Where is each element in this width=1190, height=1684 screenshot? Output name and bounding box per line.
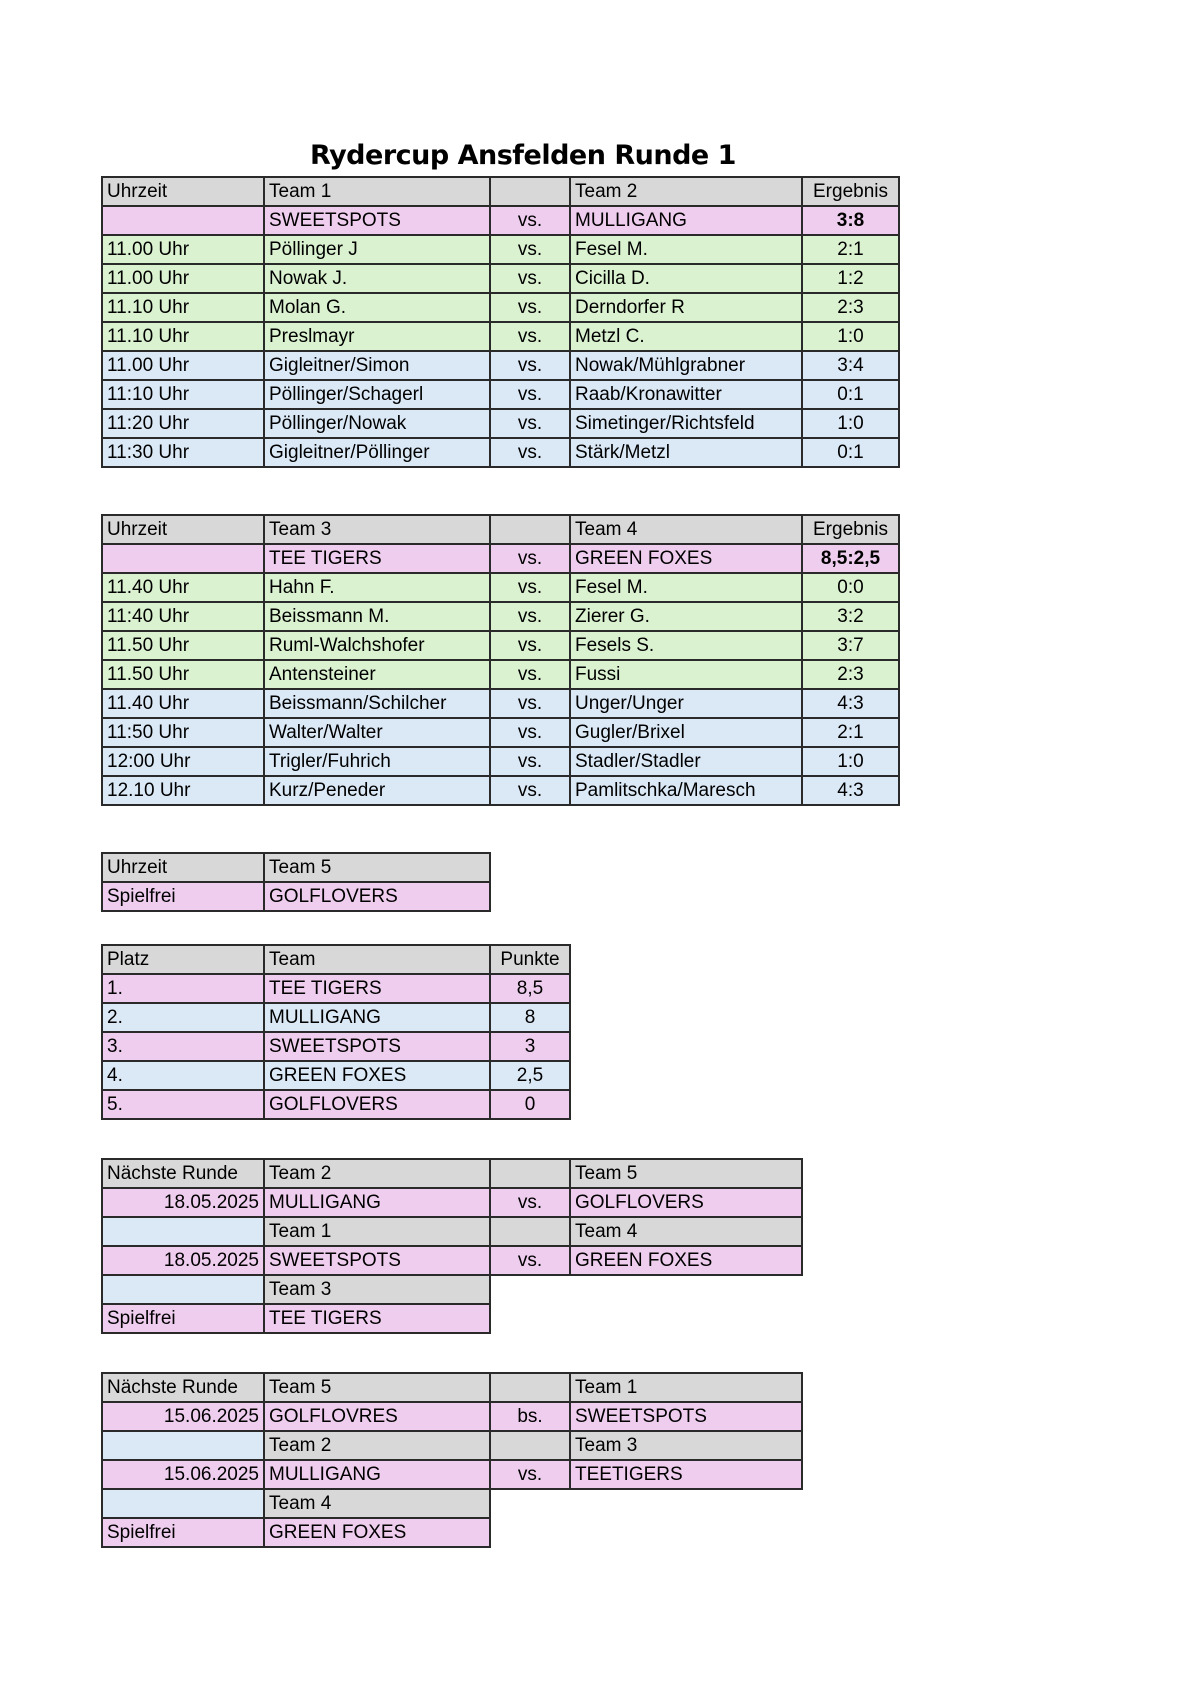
cell-vs: vs. bbox=[490, 689, 570, 718]
table-row bbox=[102, 1090, 570, 1119]
next-round-subheader bbox=[102, 1217, 802, 1246]
cell-team-a: SWEETSPOTS bbox=[264, 1246, 490, 1275]
match-table-1 bbox=[101, 176, 900, 468]
cell-uhrzeit: 11:30 Uhr bbox=[102, 438, 264, 467]
cell-vs: vs. bbox=[490, 351, 570, 380]
next-round-subheader bbox=[102, 1275, 802, 1304]
header-team-a: Team 2 bbox=[264, 1159, 490, 1188]
table-row bbox=[102, 1518, 802, 1547]
table-row bbox=[102, 1402, 802, 1431]
cell-team: SWEETSPOTS bbox=[264, 1032, 490, 1061]
cell-vs: vs. bbox=[490, 602, 570, 631]
cell-uhrzeit: 11.40 Uhr bbox=[102, 689, 264, 718]
cell-uhrzeit: 12:00 Uhr bbox=[102, 747, 264, 776]
cell-ergebnis: 3:7 bbox=[802, 631, 899, 660]
cell-team-b: Cicilla D. bbox=[570, 264, 802, 293]
table-row bbox=[102, 322, 899, 351]
cell-ergebnis: 0:1 bbox=[802, 380, 899, 409]
match-summary-row bbox=[102, 206, 899, 235]
table-row bbox=[102, 351, 899, 380]
cell-vs: vs. bbox=[490, 235, 570, 264]
table-row bbox=[102, 660, 899, 689]
cell-team-b: SWEETSPOTS bbox=[570, 1402, 802, 1431]
cell-team-a: Beissmann M. bbox=[264, 602, 490, 631]
match-table-header bbox=[102, 515, 899, 544]
header-ergebnis: Ergebnis bbox=[802, 177, 899, 206]
cell-vs: vs. bbox=[490, 264, 570, 293]
cell-ergebnis: 1:0 bbox=[802, 409, 899, 438]
next-round-table-1 bbox=[101, 1158, 803, 1334]
cell-vs: vs. bbox=[490, 573, 570, 602]
cell-vs: vs. bbox=[490, 718, 570, 747]
cell-team-a: Pöllinger/Schagerl bbox=[264, 380, 490, 409]
page-title: Rydercup Ansfelden Runde 1 bbox=[310, 140, 736, 171]
cell-vs: vs. bbox=[490, 660, 570, 689]
cell-uhrzeit: 11.40 Uhr bbox=[102, 573, 264, 602]
cell-platz: 2. bbox=[102, 1003, 264, 1032]
header-vs bbox=[490, 1373, 570, 1402]
cell-team-b: Raab/Kronawitter bbox=[570, 380, 802, 409]
next-round-header bbox=[102, 1159, 802, 1188]
next-round-label: Nächste Runde bbox=[102, 1373, 264, 1402]
match-table-2 bbox=[101, 514, 900, 806]
cell-uhrzeit: 11:40 Uhr bbox=[102, 602, 264, 631]
next-round-subheader bbox=[102, 1489, 802, 1518]
cell-ergebnis: 2:3 bbox=[802, 293, 899, 322]
cell-uhrzeit bbox=[102, 206, 264, 235]
table-row bbox=[102, 1003, 570, 1032]
table-row bbox=[102, 573, 899, 602]
cell-team-a: TEE TIGERS bbox=[264, 544, 490, 573]
cell-vs: vs. bbox=[490, 322, 570, 351]
header-vs bbox=[490, 1431, 570, 1460]
cell-team: GOLFLOVERS bbox=[264, 1090, 490, 1119]
header-vs bbox=[490, 1159, 570, 1188]
cell-ergebnis: 1:0 bbox=[802, 747, 899, 776]
table-row bbox=[102, 776, 899, 805]
cell-vs: vs. bbox=[490, 293, 570, 322]
table-row bbox=[102, 1061, 570, 1090]
cell-team-b: Stärk/Metzl bbox=[570, 438, 802, 467]
header-team-b: Team 4 bbox=[570, 515, 802, 544]
cell-vs: bs. bbox=[490, 1402, 570, 1431]
cell-vs: vs. bbox=[490, 747, 570, 776]
cell-date: 18.05.2025 bbox=[102, 1188, 264, 1217]
match-summary-row bbox=[102, 544, 899, 573]
cell-ergebnis: 4:3 bbox=[802, 776, 899, 805]
cell-team-a: Walter/Walter bbox=[264, 718, 490, 747]
cell-ergebnis: 8,5:2,5 bbox=[802, 544, 899, 573]
cell-punkte: 3 bbox=[490, 1032, 570, 1061]
table-row bbox=[102, 882, 490, 911]
cell-blank bbox=[102, 1217, 264, 1246]
cell-vs: vs. bbox=[490, 1460, 570, 1489]
cell-team-a: Preslmayr bbox=[264, 322, 490, 351]
cell-team-b: MULLIGANG bbox=[570, 206, 802, 235]
header-uhrzeit: Uhrzeit bbox=[102, 177, 264, 206]
table-row bbox=[102, 974, 570, 1003]
cell-date: 18.05.2025 bbox=[102, 1246, 264, 1275]
header-team-a: Team 1 bbox=[264, 1217, 490, 1246]
next-round-label: Nächste Runde bbox=[102, 1159, 264, 1188]
header-uhrzeit: Uhrzeit bbox=[102, 515, 264, 544]
cell-team-b: Fussi bbox=[570, 660, 802, 689]
cell-team: GOLFLOVERS bbox=[264, 882, 490, 911]
table-row bbox=[102, 689, 899, 718]
header-team-b: Team 2 bbox=[570, 177, 802, 206]
table-row bbox=[102, 409, 899, 438]
table-row bbox=[102, 602, 899, 631]
table-row bbox=[102, 1032, 570, 1061]
header-punkte: Punkte bbox=[490, 945, 570, 974]
cell-vs: vs. bbox=[490, 380, 570, 409]
table-row bbox=[102, 747, 899, 776]
cell-team-a: Molan G. bbox=[264, 293, 490, 322]
cell-team-a: Hahn F. bbox=[264, 573, 490, 602]
standings-header bbox=[102, 945, 570, 974]
cell-team-b: Fesels S. bbox=[570, 631, 802, 660]
header-team-a: Team 5 bbox=[264, 1373, 490, 1402]
cell-uhrzeit: 11:10 Uhr bbox=[102, 380, 264, 409]
cell-punkte: 8,5 bbox=[490, 974, 570, 1003]
cell-vs: vs. bbox=[490, 631, 570, 660]
cell-team-a: Beissmann/Schilcher bbox=[264, 689, 490, 718]
table-row bbox=[102, 1304, 802, 1333]
cell-team-a: GOLFLOVRES bbox=[264, 1402, 490, 1431]
cell-team-a: Trigler/Fuhrich bbox=[264, 747, 490, 776]
cell-team-a: TEE TIGERS bbox=[264, 1304, 490, 1333]
cell-team-a: SWEETSPOTS bbox=[264, 206, 490, 235]
cell-ergebnis: 3:2 bbox=[802, 602, 899, 631]
cell-team-a: Pöllinger J bbox=[264, 235, 490, 264]
cell-platz: 1. bbox=[102, 974, 264, 1003]
next-round-table-2 bbox=[101, 1372, 803, 1548]
cell-team-b: Zierer G. bbox=[570, 602, 802, 631]
cell-uhrzeit: 11.10 Uhr bbox=[102, 322, 264, 351]
cell-team-a: Gigleitner/Simon bbox=[264, 351, 490, 380]
cell-team-a: Nowak J. bbox=[264, 264, 490, 293]
table-row bbox=[102, 293, 899, 322]
header-team: Team 5 bbox=[264, 853, 490, 882]
table-row bbox=[102, 1246, 802, 1275]
cell-team-b: TEETIGERS bbox=[570, 1460, 802, 1489]
cell-uhrzeit bbox=[102, 544, 264, 573]
cell-ergebnis: 2:1 bbox=[802, 235, 899, 264]
cell-team-b: Metzl C. bbox=[570, 322, 802, 351]
header-team-a: Team 3 bbox=[264, 515, 490, 544]
cell-uhrzeit: 11.00 Uhr bbox=[102, 235, 264, 264]
cell-vs: vs. bbox=[490, 544, 570, 573]
next-round-header bbox=[102, 1373, 802, 1402]
cell-uhrzeit: 11.00 Uhr bbox=[102, 264, 264, 293]
header-team-b: Team 1 bbox=[570, 1373, 802, 1402]
cell-ergebnis: 3:4 bbox=[802, 351, 899, 380]
header-team-a: Team 1 bbox=[264, 177, 490, 206]
header-team-a: Team 2 bbox=[264, 1431, 490, 1460]
standings-table bbox=[101, 944, 571, 1120]
cell-team-b: Unger/Unger bbox=[570, 689, 802, 718]
cell-uhrzeit: 11.00 Uhr bbox=[102, 351, 264, 380]
cell-vs: vs. bbox=[490, 1246, 570, 1275]
cell-team-b: Nowak/Mühlgrabner bbox=[570, 351, 802, 380]
cell-uhrzeit: 11:50 Uhr bbox=[102, 718, 264, 747]
cell-date: 15.06.2025 bbox=[102, 1402, 264, 1431]
cell-blank bbox=[102, 1275, 264, 1304]
cell-team-b: GOLFLOVERS bbox=[570, 1188, 802, 1217]
header-team-b: Team 5 bbox=[570, 1159, 802, 1188]
cell-uhrzeit: 12.10 Uhr bbox=[102, 776, 264, 805]
bye-table bbox=[101, 852, 491, 912]
bye-header bbox=[102, 853, 490, 882]
cell-team-b: GREEN FOXES bbox=[570, 1246, 802, 1275]
cell-team-a: Ruml-Walchshofer bbox=[264, 631, 490, 660]
cell-platz: 5. bbox=[102, 1090, 264, 1119]
header-vs bbox=[490, 1217, 570, 1246]
match-table-header bbox=[102, 177, 899, 206]
cell-team: TEE TIGERS bbox=[264, 974, 490, 1003]
cell-team-a: GREEN FOXES bbox=[264, 1518, 490, 1547]
table-row bbox=[102, 718, 899, 747]
cell-team-b: Simetinger/Richtsfeld bbox=[570, 409, 802, 438]
cell-team-b: Fesel M. bbox=[570, 573, 802, 602]
cell-team-a: Gigleitner/Pöllinger bbox=[264, 438, 490, 467]
cell-team-a: Kurz/Peneder bbox=[264, 776, 490, 805]
cell-team-b: Pamlitschka/Maresch bbox=[570, 776, 802, 805]
cell-team-b: Gugler/Brixel bbox=[570, 718, 802, 747]
cell-vs: vs. bbox=[490, 206, 570, 235]
cell-uhrzeit: 11.50 Uhr bbox=[102, 631, 264, 660]
cell-punkte: 2,5 bbox=[490, 1061, 570, 1090]
cell-vs: vs. bbox=[490, 776, 570, 805]
table-row bbox=[102, 1188, 802, 1217]
cell-platz: 3. bbox=[102, 1032, 264, 1061]
cell-vs: vs. bbox=[490, 1188, 570, 1217]
cell-vs: vs. bbox=[490, 438, 570, 467]
cell-uhrzeit: 11:20 Uhr bbox=[102, 409, 264, 438]
table-row bbox=[102, 235, 899, 264]
header-team-a: Team 4 bbox=[264, 1489, 490, 1518]
cell-uhrzeit: 11.50 Uhr bbox=[102, 660, 264, 689]
cell-team: GREEN FOXES bbox=[264, 1061, 490, 1090]
header-team-b: Team 4 bbox=[570, 1217, 802, 1246]
header-ergebnis: Ergebnis bbox=[802, 515, 899, 544]
cell-punkte: 8 bbox=[490, 1003, 570, 1032]
header-uhrzeit: Uhrzeit bbox=[102, 853, 264, 882]
cell-spielfrei: Spielfrei bbox=[102, 1518, 264, 1547]
cell-spielfrei: Spielfrei bbox=[102, 1304, 264, 1333]
cell-ergebnis: 4:3 bbox=[802, 689, 899, 718]
cell-team: MULLIGANG bbox=[264, 1003, 490, 1032]
cell-ergebnis: 1:0 bbox=[802, 322, 899, 351]
cell-team-a: MULLIGANG bbox=[264, 1460, 490, 1489]
header-vs bbox=[490, 515, 570, 544]
cell-uhrzeit: 11.10 Uhr bbox=[102, 293, 264, 322]
cell-ergebnis: 3:8 bbox=[802, 206, 899, 235]
header-team: Team bbox=[264, 945, 490, 974]
table-row bbox=[102, 631, 899, 660]
table-row bbox=[102, 438, 899, 467]
cell-team-b: Derndorfer R bbox=[570, 293, 802, 322]
table-row bbox=[102, 264, 899, 293]
cell-punkte: 0 bbox=[490, 1090, 570, 1119]
cell-ergebnis: 1:2 bbox=[802, 264, 899, 293]
cell-team-b: GREEN FOXES bbox=[570, 544, 802, 573]
cell-team-a: Antensteiner bbox=[264, 660, 490, 689]
cell-ergebnis: 0:1 bbox=[802, 438, 899, 467]
cell-team-b: Fesel M. bbox=[570, 235, 802, 264]
cell-vs: vs. bbox=[490, 409, 570, 438]
cell-ergebnis: 0:0 bbox=[802, 573, 899, 602]
header-platz: Platz bbox=[102, 945, 264, 974]
header-team-b: Team 3 bbox=[570, 1431, 802, 1460]
header-team-a: Team 3 bbox=[264, 1275, 490, 1304]
cell-team-a: MULLIGANG bbox=[264, 1188, 490, 1217]
cell-uhrzeit: Spielfrei bbox=[102, 882, 264, 911]
cell-date: 15.06.2025 bbox=[102, 1460, 264, 1489]
next-round-subheader bbox=[102, 1431, 802, 1460]
cell-blank bbox=[102, 1431, 264, 1460]
header-vs bbox=[490, 177, 570, 206]
cell-blank bbox=[102, 1489, 264, 1518]
table-row bbox=[102, 1460, 802, 1489]
cell-team-b: Stadler/Stadler bbox=[570, 747, 802, 776]
table-row bbox=[102, 380, 899, 409]
cell-platz: 4. bbox=[102, 1061, 264, 1090]
cell-team-a: Pöllinger/Nowak bbox=[264, 409, 490, 438]
cell-ergebnis: 2:1 bbox=[802, 718, 899, 747]
cell-ergebnis: 2:3 bbox=[802, 660, 899, 689]
